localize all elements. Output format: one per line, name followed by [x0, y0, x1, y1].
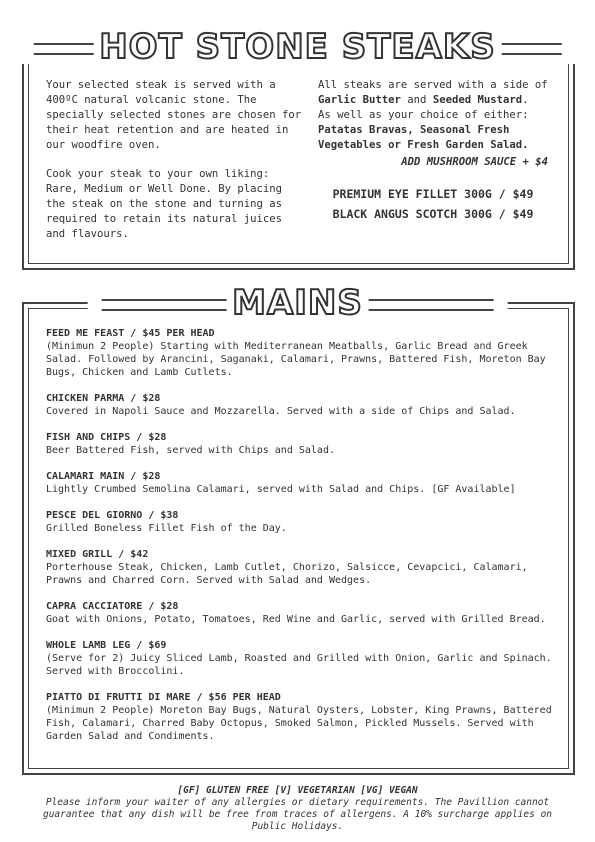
- allergy-note: Please inform your waiter of any allergies or dietary requirements. The Pavillion cannot guarantee that any dish will be free from traces of allergens. A 10% surcharge applies on Public Holidays.: [42, 797, 553, 832]
- garlic-butter: Garlic Butter: [318, 94, 401, 106]
- hot-stone-para-1: Your selected steak is served with a 400ºC natural volcanic stone. The specially selected stones are chosen for their heat retention and are heated in our woodfire oven.: [46, 79, 302, 151]
- menu-item: [46, 600, 556, 626]
- menu-item: [46, 639, 556, 678]
- menu-item: [46, 509, 556, 535]
- sides-intro: All steaks are served with a side of: [318, 79, 548, 91]
- hot-stone-description: [46, 78, 306, 256]
- menu-item-desc: (Serve for 2) Juicy Sliced Lamb, Roasted and Grilled with Onion, Garlic and Spinach.: [46, 653, 552, 664]
- price-eye-fillet: PREMIUM EYE FILLET 300G / $49: [332, 187, 534, 201]
- menu-item-desc: Grilled Boneless Fillet Fish of the Day.: [46, 523, 287, 534]
- menu-item: [46, 470, 556, 496]
- seeded-mustard: Seeded Mustard: [432, 94, 523, 106]
- menu-item-title: FEED ME FEAST / $45 PER HEAD: [46, 328, 215, 339]
- price-black-angus: BLACK ANGUS SCOTCH 300G / $49: [332, 207, 534, 221]
- choice-intro: As well as your choice of either:: [318, 109, 529, 121]
- title-stripe-left: [33, 43, 93, 55]
- menu-item: [46, 327, 556, 379]
- menu-item-desc: Covered in Napoli Sauce and Mozzarella. Served with a side of Chips and Salad.: [46, 406, 516, 417]
- menu-item-title: MIXED GRILL / $42: [46, 549, 149, 560]
- menu-item: [46, 691, 556, 743]
- dietary-legend: [GF] GLUTEN FREE [V] VEGETARIAN [VG] VEGAN: [177, 785, 418, 796]
- menu-item: [46, 548, 556, 587]
- mains-title: [87, 283, 508, 323]
- mains-list: [46, 327, 556, 756]
- menu-item-desc: Beer Battered Fish, served with Chips and Salad.: [46, 445, 335, 456]
- menu-item-title: CALAMARI MAIN / $28: [46, 471, 161, 482]
- menu-item-desc: Goat with Onions, Potato, Tomatoes, Red Wine and Garlic, served with Grilled Bread.: [46, 614, 546, 625]
- footer: [30, 785, 565, 833]
- dot-text: .: [522, 94, 529, 106]
- menu-item-title: FISH AND CHIPS / $28: [46, 432, 167, 443]
- menu-item-title: WHOLE LAMB LEG / $69: [46, 640, 167, 651]
- and-text: and: [400, 94, 433, 106]
- title-stripe-right: [502, 43, 562, 55]
- menu-item-title: CHICKEN PARMA / $28: [46, 393, 161, 404]
- menu-item-desc: (Minimun 2 People) Moreton Bay Bugs, Natural Oysters, Lobster, King Prawns, Battered Fish, Calamari, Charred Baby Octopus, Smoked Salmon, Pickled Mussels. Served with Garden Salad and Condiments.: [46, 705, 552, 742]
- hot-stone-sides: [318, 78, 548, 224]
- menu-item-desc: Porterhouse Steak, Chicken, Lamb Cutlet, Chorizo, Salsicce, Cevapcici, Calamari, Prawns and Charred Corn. Served with Salad and Wedges.: [46, 562, 528, 586]
- choice-options: Patatas Bravas, Seasonal Fresh Vegetables or Fresh Garden Salad.: [318, 124, 529, 151]
- menu-item-desc-extra: Served with Broccolini.: [46, 666, 185, 677]
- hot-stone-para-2: Cook your steak to your own liking: Rare, Medium or Well Done. By placing the steak on the stone and turning as required to retain its natural juices and flavours.: [46, 168, 282, 240]
- menu-item: [46, 431, 556, 457]
- mains-stripe-right: [369, 299, 494, 311]
- menu-item: [46, 392, 556, 418]
- add-on-sauce: ADD MUSHROOM SAUCE + $4: [401, 156, 548, 168]
- hot-stone-title-text: HOT STONE STEAKS: [99, 27, 496, 67]
- sides-line: [318, 78, 548, 108]
- menu-item-desc: (Minimun 2 People) Starting with Mediterranean Meatballs, Garlic Bread and Greek Salad. Followed by Arancini, Saganaki, Calamari, Prawns, Battered Fish, Moreton Bay Bugs, Chicken and Lamb Cutlets.: [46, 341, 546, 378]
- menu-item-desc: Lightly Crumbed Semolina Calamari, served with Salad and Chips. [GF Available]: [46, 484, 516, 495]
- menu-item-title: PESCE DEL GIORNO / $38: [46, 510, 179, 521]
- mains-stripe-left: [101, 299, 226, 311]
- mains-title-text: MAINS: [232, 283, 363, 323]
- menu-item-title: CAPRA CACCIATORE / $28: [46, 601, 179, 612]
- hot-stone-title: [19, 27, 576, 67]
- menu-item-title: PIATTO DI FRUTTI DI MARE / $56 PER HEAD: [46, 692, 281, 703]
